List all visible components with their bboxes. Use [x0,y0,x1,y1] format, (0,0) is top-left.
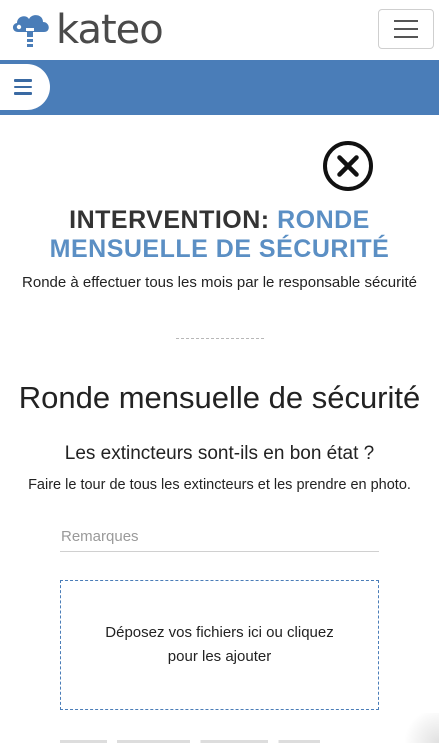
dropzone-text [90,621,350,669]
file-dropzone[interactable] [60,580,379,710]
remarks-input[interactable] [60,522,379,552]
intervention-name: RONDE MENSUELLE DE SÉCURITÉ [49,206,390,263]
hamburger-icon [14,79,32,82]
kateo-logo[interactable] [10,8,163,52]
question-help-text: Faire le tour de tous les extincteurs et les prendre en photo. [28,477,411,493]
form-title: Ronde mensuelle de sécurité [18,380,421,415]
nav-bar [0,60,439,115]
cloud-logo-icon [10,10,54,50]
top-header [0,0,439,58]
corner-shadow [399,713,439,743]
intervention-title [0,206,439,264]
next-question-cutoff [60,736,320,743]
hamburger-icon [394,20,418,22]
logo-text: kateo [56,7,163,53]
sidebar-toggle-button[interactable] [0,64,50,110]
close-circle-icon[interactable] [322,140,374,192]
intervention-description: Ronde à effectuer tous les mois par le responsable sécurité [22,274,417,291]
intervention-label: INTERVENTION: [69,206,270,234]
question-text: Les extincteurs sont-ils en bon état ? [64,443,375,464]
main-menu-button[interactable] [378,9,434,49]
section-divider [176,338,264,339]
dropzone-line-2: pour les ajouter [167,648,272,665]
dropzone-line-1: Déposez vos fichiers ici ou cliquez [105,624,334,641]
